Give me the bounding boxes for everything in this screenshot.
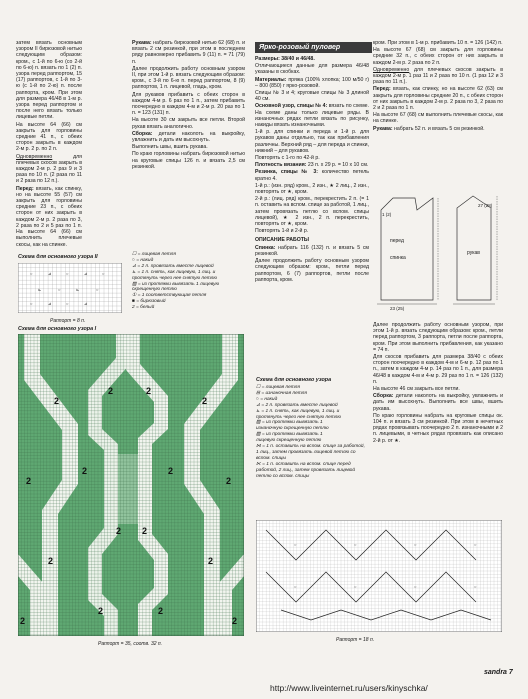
paragraph: По краю горловины набрать бирюзовой нитью на круговые спицы 126 п. и вязать 2,5 см резинкой. (132, 151, 245, 170)
svg-text:2: 2 (226, 476, 232, 486)
paragraph: По краю горловины набрать на круговые спицы ок. 104 п. и вязать 3 см резинкой. При этом в нечетных рядах провязывать поочередно 2 п. изнаночными и 2 п. лицевыми, в четных рядах провязать как описано 2-й р. от ★. (373, 412, 503, 444)
schematic-dim: 23 (25) (390, 306, 405, 311)
paragraph: Далее продолжить работу основным узором II, при этом 1-й р. вязать следующим образом: кром., с 3-й по 6-ю п. перед раппортом, 8 (9) раппортов, 1 п. лицевой, гладь, кром. (132, 65, 245, 91)
paragraph: Перед: вязать, как спинку, но на высоте 55 (57) см закрыть для горловины средние 23 п., с обеих сторон от них закрыть в каждом 2-м р. 2 раза по 3, 2 раза по 2 и 5 раз по 1 п. На высоте 64 (66) см выполнить плечевые скосы, как на спинке. (16, 185, 82, 248)
svg-text:2: 2 (82, 466, 88, 476)
svg-text:2: 2 (232, 616, 238, 626)
legend-item: ☐ = лицевая петля (256, 385, 300, 390)
svg-text:2: 2 (202, 396, 208, 406)
paragraph: Для рукавов прибавить с обеих сторон в каждом 4-м р. 6 раз по 1 п., затем прибавить поочередно в каждом 4-м и 2-м р. 20 раз по 1 п. = 123 (131) п. (132, 91, 245, 117)
legend-item: ■ = бирюзовый (132, 299, 166, 305)
paragraph: На высоте 46 см закрыть все петли. (373, 386, 460, 393)
paragraph: Сборка: детали наколоть на выкройку, увлажнить и дать им высохнуть. Выполнить все швы, вшить рукава. (373, 393, 503, 412)
paragraph: Выполнить швы, вшить рукава. (132, 144, 208, 151)
svg-text:⊿: ⊿ (84, 271, 88, 276)
legend-item: ▨ = из протяжки вывязать 1 (256, 420, 323, 426)
rib-row-3: Повторять 1-й и 2-й р. (255, 228, 309, 235)
back: Спинка: набрать 116 (132) п. и вязать 5 см резинкой. (255, 244, 369, 257)
paragraph: затем вязать основным узором II бирюзовой нитью следующим образом: кром., с 1-й по 6-ю (со 2-й по 6-ю) п. вязать по 1 (2) п. узора перед раппортом, 15 (17) раппортов, с 1-й по 3-ю (с 1-й по 2-ю) п. после раппорта, кром. При этом для размера 46/48 в 1-м р. узора перед раппортом и после него вязать только лицевые петли. (16, 40, 82, 121)
svg-text:2: 2 (20, 616, 26, 626)
paragraph: Рукава: набрать 52 п. и вязать 5 см резинкой. (373, 125, 485, 132)
svg-text:○: ○ (102, 271, 105, 276)
scheme-2-grid (18, 263, 122, 313)
schematic-dim: 27 (28) (478, 203, 493, 208)
svg-text:○: ○ (354, 584, 357, 589)
svg-text:○: ○ (474, 584, 477, 589)
legend-item: скрещенную петлю (132, 287, 177, 293)
sizes: Размеры: 38/40 и 46/48. (255, 56, 315, 62)
svg-text:2: 2 (54, 396, 60, 406)
svg-text:○: ○ (414, 584, 417, 589)
paragraph: На высоте 67 (68) см выполнить плечевые скосы, как на спинке. (373, 112, 503, 125)
legend-item: ⊾ = 1 п. снять, как лицевую, 1 лиц. и (132, 269, 216, 275)
svg-text:2: 2 (146, 386, 152, 396)
svg-text:2: 2 (98, 606, 104, 616)
legend-item: ▨ = из протяжки вывязать 1 лицевую (132, 281, 220, 287)
legend-item: ○ = накид (256, 396, 278, 402)
svg-text:2: 2 (142, 526, 148, 536)
svg-text:○: ○ (58, 287, 61, 292)
scheme-2-rapport: Раппорт = 8 п. (50, 318, 86, 324)
svg-text:○: ○ (66, 301, 69, 306)
rib-row-2: 2-й р.: (лиц. ряд) кром., перекрестить 2 п. (= 1 п. оставить на вспом. спице за работой, 1 лиц., затем провязать петлю со вспом. спицы лицевой), ★ 2 изн., 2 п. перекрестить, повторять от ★, кром. (255, 196, 369, 228)
magazine-brand: sandra 7 (484, 669, 513, 676)
legend-item: протянуть через нее снятую петлю (256, 414, 341, 420)
schematic-label-front: перед (390, 238, 404, 244)
paragraph: Сборка: детали наколоть на выкройку, увлажнить и дать им высохнуть. (132, 130, 245, 144)
garment-schematic (373, 190, 505, 318)
svg-text:○: ○ (96, 287, 99, 292)
svg-text:○: ○ (414, 542, 417, 547)
back-2: Далее продолжить работу основным узором следующим образом: кром., петли перед раппортом, 6 (7) раппортов, петли после раппорта, кром. (255, 258, 369, 283)
paragraph: Далее продолжить работу основным узором, при этом 1-й р. вязать следующим образом: кром., петли перед раппортом, 3 раппорта, петли после раппорта, кром. При этом выполнить прибавления, как указано = 74 п. (373, 322, 503, 353)
paragraph: Для скосов прибавить для размера 38/40 с обеих сторон поочередно в каждом 4-м и 6-м р. 12 раз по 1 п., затем в каждом 4-м р. 14 раз по 1 п., для размера 46/48 в каждом 4-м и 4-м р. 29 раз по 1 п. = 126 (132) п. (373, 354, 503, 385)
main-pattern: Основной узор, спицы № 4: вязать по схеме. На схеме даны только лицевые ряды. В изнаночных рядах петли вязать по рисунку, накиды вязать изнаночными. (255, 103, 369, 129)
scheme-2-caption: Схема для основного узора II (18, 254, 98, 260)
legend-item: 2 = белый (132, 305, 155, 311)
needles: Спицы № 3 и 4; круговые спицы № 3 длиной 40 см. (255, 90, 369, 103)
svg-text:○: ○ (354, 542, 357, 547)
legend-item: ⋉ = 1 п. оставить на вспом. спице перед работой, 2 лиц., затем провязать лицевой петлю со вспом. спицы (256, 461, 355, 479)
legend-item: ⊿ = 2 п. провязать вместе лицевой (256, 402, 338, 408)
svg-text:2: 2 (48, 556, 54, 566)
svg-text:⊿: ⊿ (48, 271, 52, 276)
legend-item: ⊟ = изнаночная петля (256, 390, 307, 396)
legend-item: ⊿ = 2 п. провязать вместе лицевой (132, 263, 214, 269)
legend-item: изнаночную скрещенную петлю (256, 426, 329, 432)
svg-text:2: 2 (26, 476, 32, 486)
section-title: Ярко-розовый пуловер (255, 42, 372, 53)
paragraph: Рукава: набрать бирюзовой нитью 62 (68) п. и вязать 2 см резинкой, при этом в последнем ряду равномерно прибавить 9 (11) п. = 71 (79) п. (132, 40, 245, 65)
svg-text:2: 2 (168, 466, 174, 476)
legend-item: ▧ = из протяжки вывязать 1 (256, 432, 323, 438)
rows-note: 1-й р. для спинки и переда и 1-й р. для рукавов даны отдельно, так как прибавления различны. Верхний ряд – для переда и спинки, нижний – для рукавов. (255, 129, 369, 154)
svg-text:○: ○ (294, 542, 297, 547)
svg-text:○: ○ (474, 542, 477, 547)
svg-text:⊿: ⊿ (48, 301, 52, 306)
source-url[interactable]: http://www.liveinternet.ru/users/kinyschka/ (270, 683, 428, 693)
sizes-note: Отличающиеся данные для размера 46/48 указаны в скобках. (255, 63, 369, 76)
legend-item: ⊾ = 1 п. снять, как лицевую, 1 лиц. и (256, 408, 340, 414)
legend-item: ○ = накид (132, 257, 154, 263)
paragraph: На высоте 67 (68) см закрыть для горловины средние 32 п., с обеих сторон от них закрыть в каждом 2-м р. 2 раза по 2 п. (373, 47, 503, 66)
rib-row-1: 1-й р.: (изн. ряд) кром., 2 изн., ★ 2 лиц., 2 изн., повторять от ★, кром. (255, 182, 369, 196)
legend-item: протянуть через нее снятую петлю (132, 275, 217, 281)
legend-scheme-1-2 (132, 252, 247, 311)
svg-text:⊿: ⊿ (84, 301, 88, 306)
text-column-1 (16, 40, 82, 260)
schematic-label-back: спинка (390, 255, 406, 261)
svg-text:⊾: ⊾ (38, 287, 42, 292)
scheme-1-grid (18, 334, 244, 636)
svg-text:⊾: ⊾ (76, 287, 80, 292)
text-column-4-bottom (373, 322, 503, 520)
paragraph: Одновременно для плечевых скосов закрыть в каждом 2-м р. 2 раз 9 и 3 раза по 10 п. (2 раза по 11 и 2 раза по 12 п.). (16, 153, 82, 185)
materials: Материалы: пряжа (100% хлопка; 100 м/50 г) – 800 (850) г ярко-розовой. (255, 76, 369, 89)
page-number: 7 (508, 669, 513, 676)
svg-text:○: ○ (30, 271, 33, 276)
paragraph: Одновременно для плечевых скосов закрыть в каждом 2-м р. 1 раз 11 и 2 раза по 10 п. (1 раз 12 и 3 раза по 11 п.). (373, 66, 503, 86)
svg-text:○: ○ (294, 584, 297, 589)
scheme-main-grid (256, 520, 502, 632)
schematic-label-sleeve: рукав (467, 250, 480, 256)
scheme-main-caption: Схема для основного узора (256, 377, 332, 383)
legend-scheme-main (256, 385, 368, 480)
scheme-1-rapport: Раппорт = 35, соотв. 32 п. (98, 641, 163, 647)
paragraph: На высоте 30 см закрыть все петли. Второй рукав вязать аналогично. (132, 117, 245, 130)
svg-text:○: ○ (66, 271, 69, 276)
svg-text:○: ○ (30, 301, 33, 306)
scheme-1-caption: Схема для основного узора I (18, 326, 97, 332)
text-column-3 (255, 56, 369, 364)
svg-text:2: 2 (158, 606, 164, 616)
work-header: ОПИСАНИЕ РАБОТЫ (255, 237, 309, 244)
text-column-4-top (373, 40, 503, 190)
svg-text:2: 2 (116, 526, 122, 536)
schematic-dim: 1 (2) (382, 212, 392, 217)
scheme-main-rapport: Раппорт = 18 п. (336, 637, 375, 643)
svg-text:2: 2 (208, 556, 214, 566)
paragraph: кром. При этом в 1-м р. прибавить 10 п. = 126 (142) п. (373, 40, 503, 46)
density: Плотность вязания: 23 п. x 29 р. = 10 x 10 см. (255, 162, 369, 169)
paragraph: Перед: вязать, как спинку, но на высоте 62 (63) см закрыть для горловины средние 20 п., с обеих сторон от них закрыть в каждом 2-м р. 2 раза по 3, 2 раза по 2 и 2 раза по 1 п. (373, 86, 503, 112)
repeat: Повторять с 1-го по 42-й р. (255, 155, 320, 162)
text-column-2 (132, 40, 245, 240)
legend-item: лицевую скрещенную петлю (256, 438, 322, 444)
legend-item: ① = 1 соответствующая петля (132, 293, 207, 299)
rib: Резинка, спицы № 3: количество петель кратно 4. (255, 169, 369, 182)
svg-text:2: 2 (108, 386, 114, 396)
paragraph: На высоте 64 (66) см закрыть для горловины средние 41 п., с обеих сторон закрыть в каждом 2-м р. 2 р. по 2 п. (16, 121, 82, 153)
legend-item: ☐ = лицевая петля (132, 252, 176, 257)
legend-item: ⋈ = 1 п. оставить на вспом. спице за работой, 1 лиц., затем провязать лицевой петлю со вспом. спицы (256, 444, 365, 461)
